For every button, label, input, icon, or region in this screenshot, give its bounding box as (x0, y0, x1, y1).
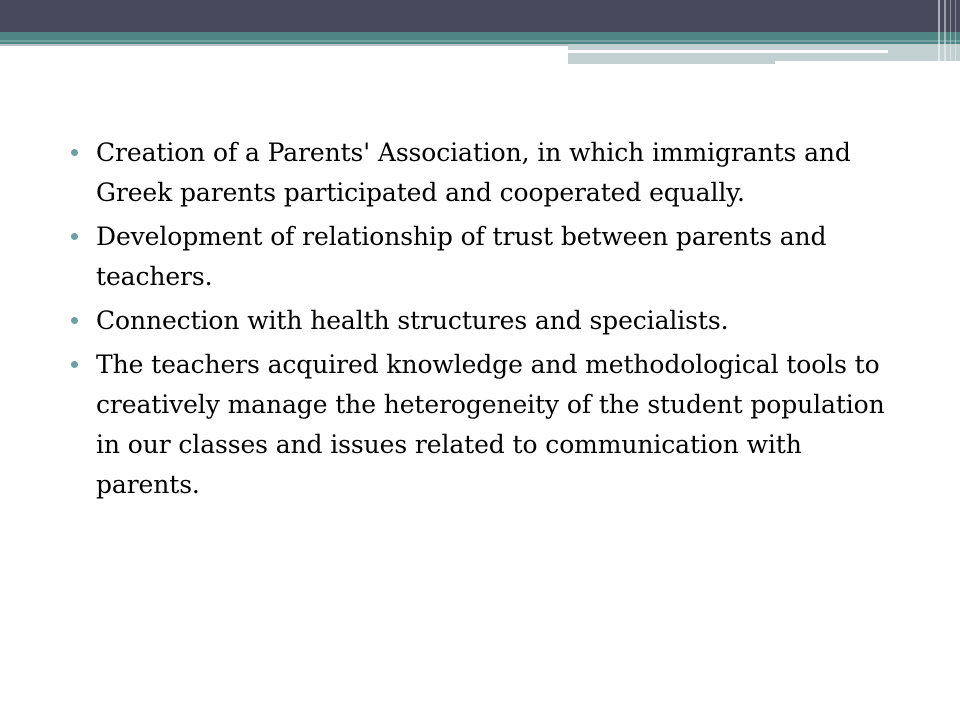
bullet-text: Development of relationship of trust between parents and teachers. (96, 222, 827, 291)
header-band-teal-right (568, 32, 960, 44)
header-vertical-stripe (938, 0, 940, 64)
header-band-step-highlight-low (775, 61, 960, 64)
bullet-item (70, 345, 910, 505)
bullet-dot-icon (71, 361, 78, 368)
bullet-item (70, 217, 910, 297)
bullet-text: Creation of a Parents' Association, in which immigrants and Greek parents participated and cooperated equally. (96, 138, 851, 207)
header-band-teal-left (0, 32, 568, 44)
bullet-text: The teachers acquired knowledge and methodological tools to creatively manage the heterogeneity of the student population in our classes and issues related to communication with parents. (96, 350, 885, 499)
header-band-dark (0, 0, 960, 32)
bullet-dot-icon (71, 233, 78, 240)
bullet-list (70, 133, 910, 505)
bullet-item (70, 133, 910, 213)
header-band-light-left (0, 44, 568, 46)
header-band-teal-line (0, 40, 960, 42)
bullet-text: Connection with health structures and specialists. (96, 306, 729, 335)
header-vertical-stripe (955, 0, 956, 64)
bullet-dot-icon (71, 149, 78, 156)
header-band-step-highlight (568, 50, 888, 53)
bullet-dot-icon (71, 317, 78, 324)
slide-content (70, 133, 910, 509)
header-vertical-stripe (944, 0, 946, 64)
header-vertical-stripe (950, 0, 951, 64)
bullet-item (70, 301, 910, 341)
